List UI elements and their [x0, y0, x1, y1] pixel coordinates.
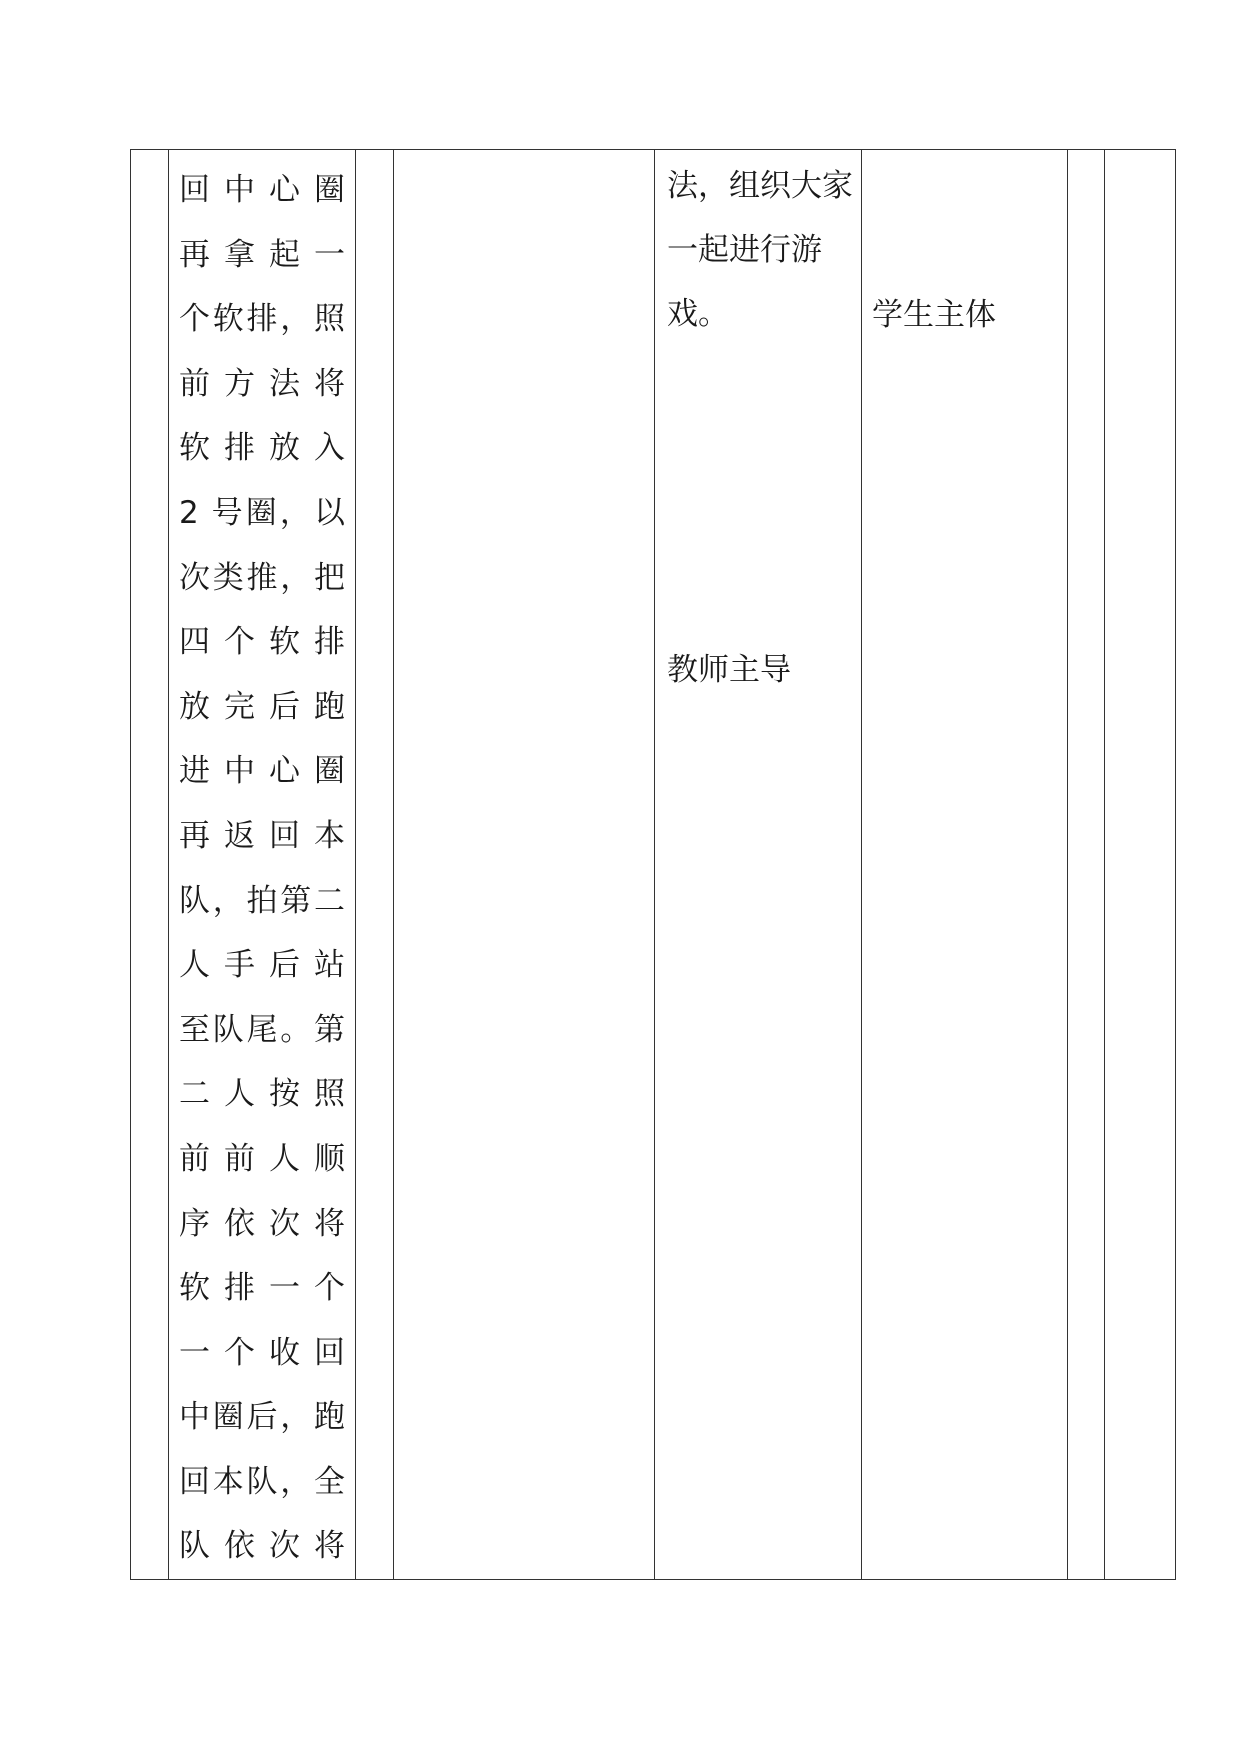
text-line: 一起进行游	[667, 232, 822, 268]
text-line: 前方法将	[179, 365, 345, 402]
empty-cell-col1	[131, 150, 169, 1580]
text-line: 再返回本	[179, 817, 345, 854]
text-line: 回中心圈	[179, 172, 345, 208]
empty-cell-col3	[356, 150, 394, 1580]
text-line: 法，组织大家	[667, 168, 853, 204]
text-line: 中圈后，跑	[179, 1399, 345, 1436]
text-line: 至队尾。第	[179, 1011, 345, 1048]
text-line: 软排一个	[179, 1270, 345, 1307]
text-line: 人手后站	[179, 947, 345, 984]
text-line: 队依次将	[179, 1528, 345, 1565]
organization-text	[655, 150, 861, 1570]
organization-cell	[655, 150, 862, 1580]
text-line: 学生主体	[872, 297, 996, 333]
text-line: 回本队，全	[179, 1463, 345, 1500]
empty-cell-col4	[394, 150, 655, 1580]
lesson-plan-table	[130, 149, 1176, 1580]
text-line: 次类推，把	[179, 559, 345, 596]
text-line: 前前人顺	[179, 1140, 345, 1177]
text-line: 个软排，照	[179, 301, 345, 338]
text-line: 四个软排	[179, 624, 345, 661]
text-line: 二人按照	[179, 1076, 345, 1113]
empty-cell-col8	[1105, 150, 1176, 1580]
text-line: 教师主导	[667, 652, 791, 688]
text-line: 再拿起一	[179, 236, 345, 273]
procedure-text	[169, 150, 355, 1579]
text-line: 戏。	[667, 296, 729, 332]
text-line: 一个收回	[179, 1334, 345, 1371]
text-line: 放完后跑	[179, 688, 345, 725]
text-line: 进中心圈	[179, 753, 345, 790]
student-role-cell	[862, 150, 1068, 1580]
table-row	[131, 150, 1176, 1580]
text-line: 队，拍第二	[179, 882, 345, 919]
student-role-text	[862, 150, 1067, 1570]
text-line: 2 号圈，以	[179, 494, 345, 531]
procedure-cell	[169, 150, 356, 1580]
text-line: 软排放入	[179, 430, 345, 467]
text-line: 序依次将	[179, 1205, 345, 1242]
empty-cell-col7	[1068, 150, 1105, 1580]
